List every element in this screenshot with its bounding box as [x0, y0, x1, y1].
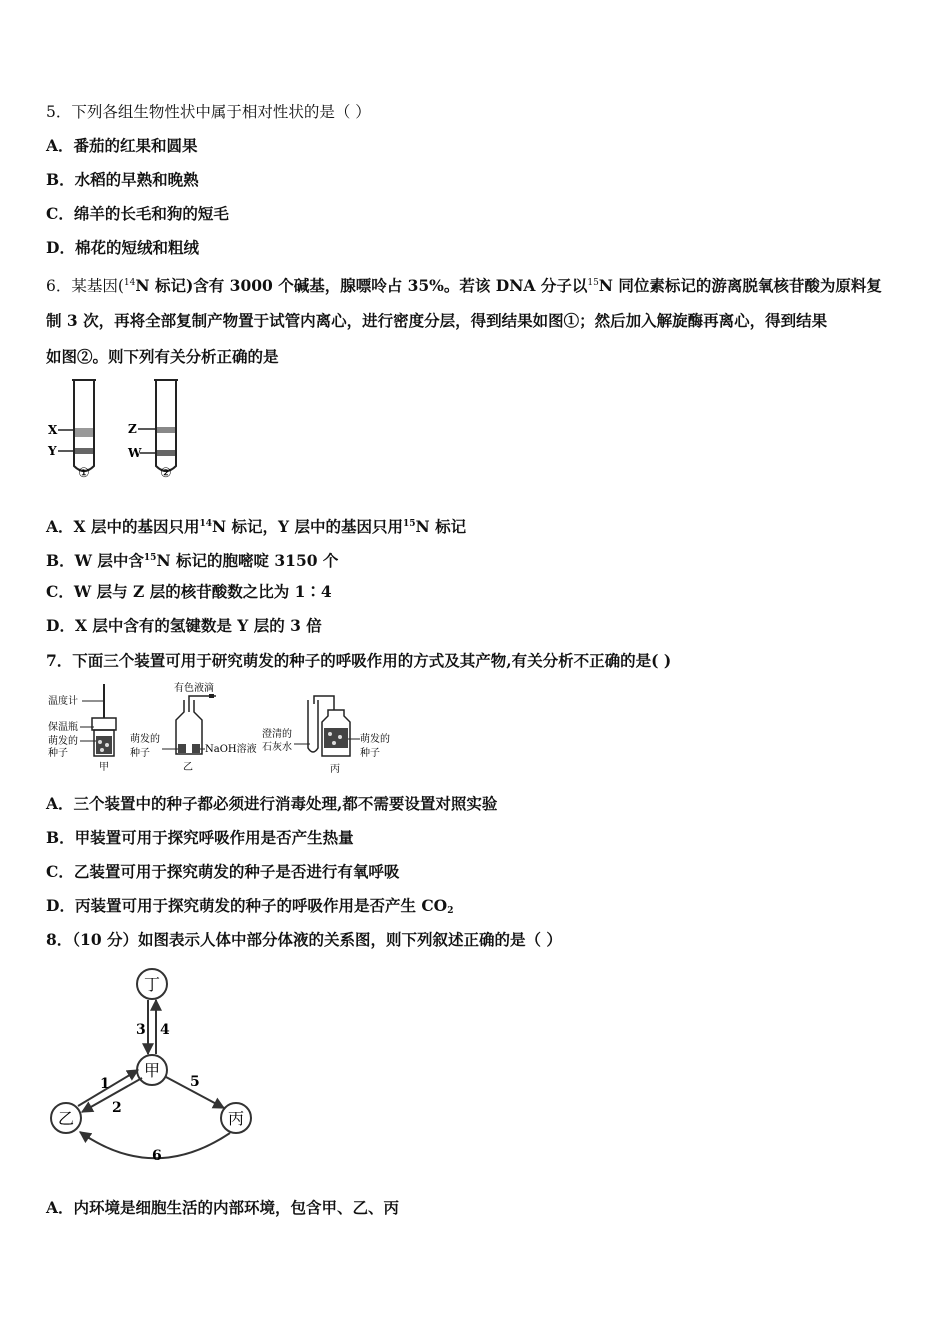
- label-limewater1: 澄清的: [262, 729, 292, 740]
- node-jia: [137, 1055, 167, 1085]
- q6-stem-line3: 如图②。则下列有关分析正确的是: [46, 347, 279, 366]
- tube-2: [154, 380, 178, 471]
- label-jia: 甲: [99, 762, 109, 773]
- q7-option-a: A．三个装置中的种子都必须进行消毒处理,都不需要设置对照实验: [46, 794, 498, 813]
- label-seeds-c2: 种子: [360, 748, 380, 759]
- svg-text:甲: 甲: [143, 1061, 161, 1080]
- label-dye: 有色液滴: [174, 683, 214, 694]
- tube1-label-y: Y: [48, 444, 57, 458]
- centrifuge-tubes-figure: [44, 376, 204, 484]
- q7-option-b: B．甲装置可用于探究呼吸作用是否产生热量: [46, 828, 354, 847]
- apparatus-bing: [308, 696, 350, 756]
- label-5: 5: [190, 1074, 200, 1090]
- label-3: 3: [136, 1022, 146, 1038]
- q5-option-a: A．番茄的红果和圆果: [46, 136, 198, 155]
- apparatus-jia: [92, 684, 116, 756]
- q8-stem: 8．（10 分）如图表示人体中部分体液的关系图，则下列叙述正确的是（ ）: [46, 930, 562, 949]
- q7-option-c: C．乙装置可用于探究萌发的种子是否进行有氧呼吸: [46, 862, 400, 881]
- label-seeds-c1: 萌发的: [360, 734, 390, 745]
- node-yi: [51, 1103, 81, 1133]
- q5-option-c: C．绵羊的长毛和狗的短毛: [46, 204, 229, 223]
- tube2-caption: ②: [160, 466, 172, 481]
- label-2: 2: [112, 1100, 122, 1116]
- label-4: 4: [160, 1022, 170, 1038]
- label-seeds-b1: 萌发的: [130, 734, 160, 745]
- q7-option-d: D．丙装置可用于探究萌发的种子的呼吸作用是否产生 $CO_2$: [46, 896, 454, 916]
- respiration-apparatus-figure: [44, 682, 404, 778]
- q5-stem: 5．下列各组生物性状中属于相对性状的是（ ）: [46, 103, 371, 121]
- label-yi: 乙: [183, 762, 193, 773]
- tube-1: [72, 380, 96, 471]
- label-flask: 保温瓶: [48, 722, 78, 733]
- svg-text:丁: 丁: [143, 975, 161, 994]
- q6-option-a: A．X 层中的基因只用$^{14}$N 标记，Y 层中的基因只用$^{15}$N 标记: [46, 517, 467, 536]
- tube2-label-z: Z: [128, 422, 137, 436]
- svg-text:乙: 乙: [57, 1109, 75, 1128]
- tube2-label-w: W: [128, 446, 142, 460]
- body-fluid-diagram: [44, 962, 260, 1166]
- label-seeds-a1: 萌发的: [48, 736, 78, 747]
- q8-option-a: A．内环境是细胞生活的内部环境，包含甲、乙、丙: [46, 1198, 400, 1217]
- node-ding: [137, 969, 167, 999]
- label-1: 1: [100, 1076, 110, 1092]
- q6-option-b: B．W 层中含$^{15}$N 标记的胞嘧啶 3150 个: [46, 551, 339, 570]
- tube1-caption: ①: [78, 466, 90, 481]
- node-bing: [221, 1103, 251, 1133]
- label-6: 6: [152, 1148, 162, 1164]
- tube1-label-x: X: [48, 423, 58, 437]
- q6-option-d: D．X 层中含有的氢键数是 Y 层的 3 倍: [46, 616, 322, 635]
- q5-option-d: D．棉花的短绒和粗绒: [46, 238, 199, 257]
- label-seeds-b2: 种子: [130, 748, 150, 759]
- q6-stem-line2: 制 3 次，再将全部复制产物置于试管内离心，进行密度分层，得到结果如图①；然后加入解旋酶再离心，得到结果: [46, 311, 828, 330]
- label-naoh: NaOH溶液: [205, 744, 257, 755]
- label-thermometer: 温度计: [48, 696, 78, 707]
- q7-stem: 7．下面三个装置可用于研究萌发的种子的呼吸作用的方式及其产物,有关分析不正确的是( ): [46, 651, 672, 670]
- label-limewater2: 石灰水: [262, 742, 292, 753]
- svg-text:丙: 丙: [227, 1109, 245, 1128]
- q5-option-b: B．水稻的早熟和晚熟: [46, 170, 199, 189]
- q6-stem-line1: 6．某基因($^{14}$N 标记)含有 3000 个碱基，腺嘌呤占 35%。若该 DNA 分子以$^{15}$N 同位素标记的游离脱氧核苷酸为原料复: [46, 276, 882, 295]
- q6-option-c: C．W 层与 Z 层的核苷酸数之比为 1∶4: [46, 582, 332, 601]
- label-bing: 丙: [330, 764, 340, 775]
- label-seeds-a2: 种子: [48, 748, 68, 759]
